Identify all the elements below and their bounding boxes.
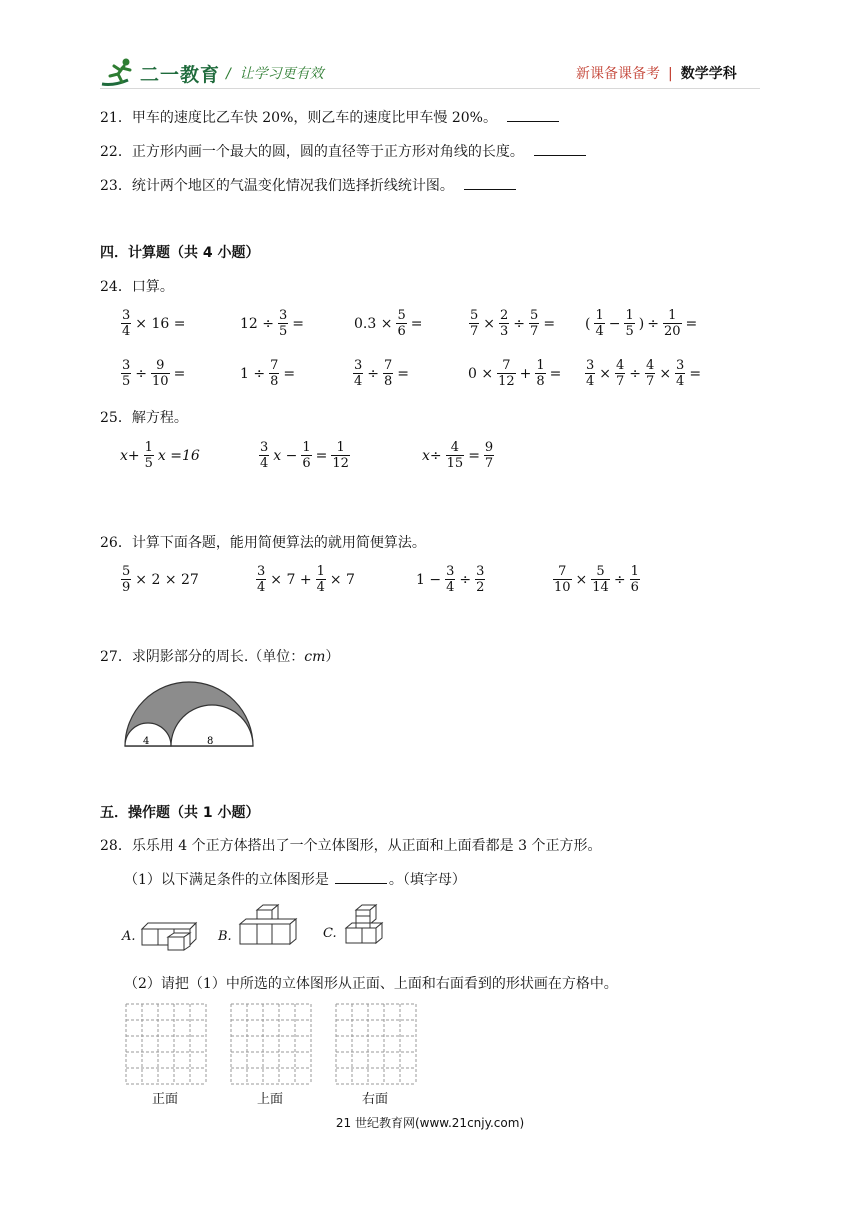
- grid-top[interactable]: [229, 1002, 313, 1090]
- answer-blank-28-1[interactable]: [335, 869, 387, 884]
- semicircle-svg: [122, 676, 256, 748]
- mental-calc-9: 0 × $\frac{7}{12}$ + $\frac{1}{8}$ =: [468, 358, 562, 389]
- footer-text: 21 世纪教育网(www.21cnjy.com): [335, 1116, 525, 1130]
- mental-calc-4: $\frac{5}{7}$ × $\frac{2}{3}$ ÷ $\frac{5}{7}$ =: [470, 308, 556, 339]
- question-28-sub2: （2）请把（1）中所选的立体图形从正面、上面和右面看到的形状画在方格中。: [124, 976, 618, 992]
- mental-calc-5: ( $\frac{1}{4}$ − $\frac{1}{5}$ ) ÷ $\frac{1}{20}$ =: [585, 308, 698, 339]
- subject-label: 数学学科: [680, 66, 737, 82]
- label-small-diameter: 4: [143, 736, 150, 747]
- course-label: 新课备课备考: [576, 66, 660, 82]
- logo-runner-icon: [100, 56, 140, 92]
- grid-front[interactable]: [124, 1002, 208, 1090]
- grid-top-label: 上面: [257, 1092, 284, 1107]
- option-c-label: C.: [323, 926, 337, 941]
- section-4-title: 四．计算题（共 4 小题）: [100, 245, 260, 261]
- question-21: 21．甲车的速度比乙车快 20%，则乙车的速度比甲车慢 20%。: [100, 107, 559, 127]
- grid-right-label: 右面: [362, 1092, 389, 1107]
- mental-calc-3: 0.3 × $\frac{5}{6}$ =: [354, 308, 423, 339]
- header-right: [576, 63, 737, 83]
- question-26: 26．计算下面各题，能用简便算法的就用简便算法。: [100, 535, 426, 551]
- question-24: 24．口算。: [100, 279, 174, 295]
- grid-front-label: 正面: [152, 1092, 179, 1107]
- semicircle-figure: [122, 676, 256, 752]
- mental-calc-8: $\frac{3}{4}$ ÷ $\frac{7}{8}$ =: [354, 358, 410, 389]
- option-a-figure: [140, 917, 206, 955]
- answer-blank-22[interactable]: [534, 141, 586, 156]
- option-b-figure: [238, 902, 298, 950]
- question-28-sub1: （1）以下满足条件的立体图形是 。（填字母）: [124, 869, 466, 889]
- calc-26-3: 1 − $\frac{3}{4}$ ÷ $\frac{3}{2}$: [416, 564, 485, 595]
- calc-26-2: $\frac{3}{4}$ × 7 + $\frac{1}{4}$ × 7: [257, 564, 355, 595]
- logo-text: 二一教育: [140, 64, 221, 86]
- grid-right[interactable]: [334, 1002, 418, 1090]
- mental-calc-7: 1 ÷ $\frac{7}{8}$ =: [240, 358, 296, 389]
- question-23: 23．统计两个地区的气温变化情况我们选择折线统计图。: [100, 175, 516, 195]
- option-b-label: B.: [218, 929, 232, 944]
- equation-2: $\frac{3}{4}$ x − $\frac{1}{6}$ = $\frac{1}{12}$: [260, 440, 349, 471]
- question-28: 28．乐乐用 4 个正方体搭出了一个立体图形，从正面和上面看都是 3 个正方形。: [100, 838, 602, 854]
- calc-26-4: $\frac{7}{10}$ × $\frac{5}{14}$ ÷ $\frac{1}{6}$: [554, 564, 639, 595]
- question-22: 22．正方形内画一个最大的圆，圆的直径等于正方形对角线的长度。: [100, 141, 586, 161]
- mental-calc-1: $\frac{3}{4}$ × 16 =: [122, 308, 186, 339]
- equation-1: x+ $\frac{1}{5}$ x =16: [120, 440, 200, 471]
- answer-blank-21[interactable]: [507, 107, 559, 122]
- mental-calc-10: $\frac{3}{4}$ × $\frac{4}{7}$ ÷ $\frac{4}{7}$ × $\frac{3}{4}$ =: [586, 358, 702, 389]
- label-large-diameter: 8: [207, 736, 214, 747]
- question-25: 25．解方程。: [100, 410, 188, 426]
- mental-calc-6: $\frac{3}{5}$ ÷ $\frac{9}{10}$ =: [122, 358, 186, 389]
- header-slogan: / 让学习更有效: [226, 66, 324, 82]
- option-c-figure: [342, 902, 386, 950]
- header-separator: |: [668, 66, 673, 82]
- header-divider: [100, 88, 760, 89]
- answer-blank-23[interactable]: [464, 175, 516, 190]
- question-27: 27．求阴影部分的周长.（单位：cm）: [100, 649, 340, 665]
- option-a-label: A.: [122, 929, 136, 944]
- equation-3: x÷ $\frac{4}{15}$ = $\frac{9}{7}$: [422, 440, 494, 471]
- section-5-title: 五．操作题（共 1 小题）: [100, 805, 260, 821]
- mental-calc-2: 12 ÷ $\frac{3}{5}$ =: [240, 308, 305, 339]
- calc-26-1: $\frac{5}{9}$ × 2 × 27: [122, 564, 199, 595]
